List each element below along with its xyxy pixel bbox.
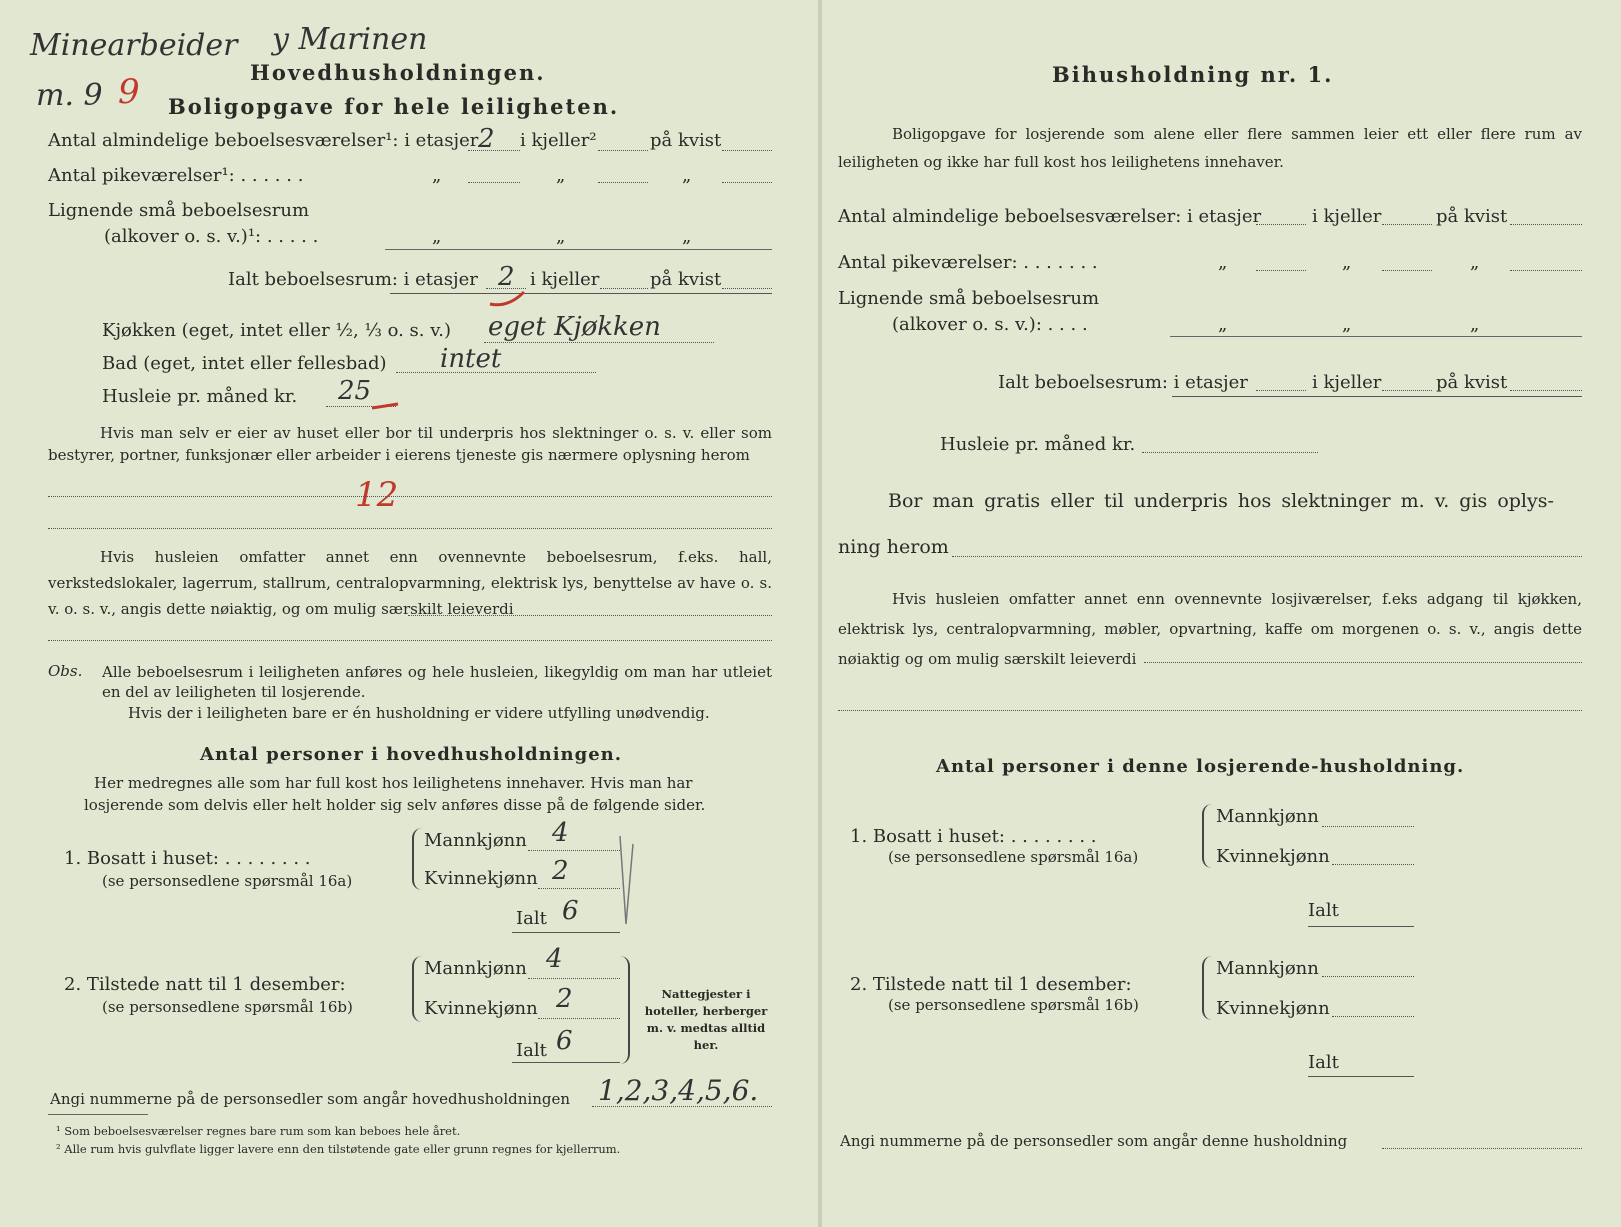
- r-q2-mann-label: Mannkjønn: [1216, 958, 1319, 979]
- q2-ialt-value: 6: [556, 1026, 573, 1056]
- ditto-mark: „: [1342, 252, 1352, 273]
- r-row1-kjeller-label: i kjeller: [1312, 206, 1382, 227]
- q2-sub: (se personsedlene spørsmål 16b): [102, 998, 353, 1016]
- r-q1-kvinne-label: Kvinnekjønn: [1216, 846, 1330, 867]
- row3-label-a: Lignende små beboelsesrum: [48, 200, 310, 221]
- r-q2-sub: (se personsedlene spørsmål 16b): [888, 996, 1139, 1014]
- ialt-etasjer-value: 2: [498, 262, 515, 292]
- footnote-2: ² Alle rum hvis gulvflate ligger lavere enn den tilstøtende gate eller grunn regnes for kjellerrum.: [56, 1142, 621, 1156]
- q1-label: 1. Bosatt i huset: . . . . . . . .: [64, 848, 311, 869]
- page-subtitle: Boligopgave for hele leiligheten.: [168, 94, 620, 119]
- r-husleie-label: Husleie pr. måned kr.: [940, 434, 1136, 455]
- footnote-1: ¹ Som beboelsesværelser regnes bare rum som kan beboes hele året.: [56, 1124, 461, 1138]
- obs-text: Alle beboelsesrum i leiligheten anføres og hele husleien, likegyldig om man har utleiet en del av leiligheten til losjerende.: [102, 663, 772, 701]
- r-q1-ialt-label: Ialt: [1308, 900, 1339, 921]
- r-ialt-kvist-label: på kvist: [1436, 372, 1508, 393]
- r-gratis-text-2: ning herom: [838, 536, 949, 558]
- q2-mann-value: 4: [546, 944, 563, 974]
- ditto-mark: „: [682, 226, 692, 247]
- r-q1-mann-label: Mannkjønn: [1216, 806, 1319, 827]
- kjokken-label: Kjøkken (eget, intet eller ½, ⅓ o. s. v.): [102, 320, 451, 341]
- ialt-kvist-label: på kvist: [650, 269, 722, 290]
- ditto-mark: „: [1470, 252, 1480, 273]
- q2-ialt-label: Ialt: [516, 1040, 547, 1061]
- angi-label: Angi nummerne på de personsedler som angår hovedhusholdningen: [50, 1090, 570, 1108]
- handwritten-name: y Marinen: [272, 22, 428, 57]
- obs-label: Obs.: [48, 662, 83, 680]
- r-gratis-text-1: Bor man gratis eller til underpris hos slektninger m. v. gis oplys-: [888, 490, 1554, 512]
- row1-kvist-label: på kvist: [650, 130, 722, 151]
- bad-label: Bad (eget, intet eller fellesbad): [102, 353, 387, 374]
- red-mark: [370, 398, 400, 412]
- page-title: Hovedhusholdningen.: [250, 60, 546, 85]
- r-ialt-rum-label: Ialt beboelsesrum: i etasjer: [998, 372, 1248, 393]
- husleie-value: 25: [338, 376, 372, 406]
- bihusholdning-intro: Boligopgave for losjerende som alene eller flere sammen leier ett eller flere rum av leiligheten og ikke har full kost hos leilighetens innehaver.: [838, 125, 1582, 171]
- r-q2-ialt-label: Ialt: [1308, 1052, 1339, 1073]
- r-row2-label: Antal pikeværelser: . . . . . . .: [838, 252, 1098, 273]
- r-q2-label: 2. Tilstede natt til 1 desember:: [850, 974, 1132, 995]
- r-q1-sub: (se personsedlene spørsmål 16a): [888, 848, 1139, 866]
- right-page: [820, 0, 1621, 1227]
- q2-label: 2. Tilstede natt til 1 desember:: [64, 974, 346, 995]
- ditto-mark: „: [1218, 314, 1228, 335]
- ditto-mark: „: [556, 226, 566, 247]
- r-q1-label: 1. Bosatt i huset: . . . . . . . .: [850, 826, 1097, 847]
- bad-value: intet: [440, 344, 502, 374]
- row1-label: Antal almindelige beboelsesværelser¹: i etasjer: [48, 130, 479, 151]
- ditto-mark: „: [432, 165, 442, 186]
- row3-label-b: (alkover o. s. v.)¹: . . . . .: [104, 226, 319, 247]
- eier-text: Hvis man selv er eier av huset eller bor til underpris hos slektninger o. s. v. eller som bestyrer, portner, funksjonær eller arbeider i eierens tjeneste gis nærmere oplysning herom: [48, 424, 772, 464]
- red-number-12: 12: [355, 475, 399, 515]
- q1-ialt-value: 6: [562, 896, 579, 926]
- q2-kvinne-value: 2: [556, 984, 573, 1014]
- tick-mark: [618, 834, 636, 930]
- q1-mann-label: Mannkjønn: [424, 830, 527, 851]
- angi-value: 1,2,3,4,5,6.: [598, 1074, 759, 1107]
- r-ialt-kjeller-label: i kjeller: [1312, 372, 1382, 393]
- ditto-mark: „: [432, 226, 442, 247]
- r-personer-title: Antal personer i denne losjerende-husholdning.: [936, 756, 1465, 777]
- personer-title: Antal personer i hovedhusholdningen.: [200, 744, 623, 765]
- ialt-kjeller-label: i kjeller: [530, 269, 600, 290]
- personer-text-1: Her medregnes alle som har full kost hos leilighetens innehaver. Hvis man har: [94, 774, 693, 792]
- q2-kvinne-label: Kvinnekjønn: [424, 998, 538, 1019]
- husleie-label: Husleie pr. måned kr.: [102, 386, 298, 407]
- personer-text-2: losjerende som delvis eller helt holder sig selv anføres disse på de følgende sider.: [84, 796, 706, 814]
- row1-etasjer-value: 2: [478, 124, 495, 154]
- ditto-mark: „: [682, 165, 692, 186]
- handwritten-ref: m. 9: [36, 78, 103, 113]
- r-row1-kvist-label: på kvist: [1436, 206, 1508, 227]
- q1-sub: (se personsedlene spørsmål 16a): [102, 872, 353, 890]
- r-q2-kvinne-label: Kvinnekjønn: [1216, 998, 1330, 1019]
- r-angi-label: Angi nummerne på de personsedler som angår denne husholdning: [840, 1132, 1348, 1150]
- ialt-rum-label: Ialt beboelsesrum: i etasjer: [228, 269, 478, 290]
- ditto-mark: „: [1470, 314, 1480, 335]
- r-row1-label: Antal almindelige beboelsesværelser: i etasjer: [838, 206, 1262, 227]
- ditto-mark: „: [1218, 252, 1228, 273]
- handwritten-red-number: 9: [118, 72, 140, 112]
- r-row3-label-a: Lignende små beboelsesrum: [838, 288, 1100, 309]
- nattegjester-note: Nattegjester i hoteller, herberger m. v. medtas alltid her.: [644, 987, 768, 1052]
- r-row3-label-b: (alkover o. s. v.): . . . .: [892, 314, 1088, 335]
- bihusholdning-title: Bihusholdning nr. 1.: [1052, 62, 1334, 87]
- r-omfatter-text: Hvis husleien omfatter annet enn ovennevnte losjiværelser, f.eks adgang til kjøkken, elektrisk lys, centralopvarmning, møbler, opvartning, kaffe om morgenen o. s. v., angis dette nøiaktig og om mulig særskilt leieverdi: [838, 590, 1582, 668]
- q1-kvinne-label: Kvinnekjønn: [424, 868, 538, 889]
- row2-label: Antal pikeværelser¹: . . . . . .: [48, 165, 304, 186]
- omfatter-text: Hvis husleien omfatter annet enn ovennevnte beboelsesrum, f.eks. hall, verkstedslokaler, lagerrum, stallrum, centralopvarmning, elektrisk lys, benyttelse av have o. s. v. o. s. v., angis dette nøiaktig, og om mulig særskilt leieverdi: [48, 548, 772, 618]
- q1-ialt-label: Ialt: [516, 908, 547, 929]
- row1-kjeller-label: i kjeller²: [520, 130, 597, 151]
- handwritten-occupation: Minearbeider: [30, 28, 238, 63]
- q1-kvinne-value: 2: [552, 856, 569, 886]
- obs-text-2: Hvis der i leiligheten bare er én husholdning er videre utfylling unødvendig.: [128, 704, 710, 722]
- q1-mann-value: 4: [552, 818, 569, 848]
- q2-mann-label: Mannkjønn: [424, 958, 527, 979]
- kjokken-value: eget Kjøkken: [488, 312, 661, 342]
- ditto-mark: „: [1342, 314, 1352, 335]
- ditto-mark: „: [556, 165, 566, 186]
- red-checkmark: [488, 290, 528, 310]
